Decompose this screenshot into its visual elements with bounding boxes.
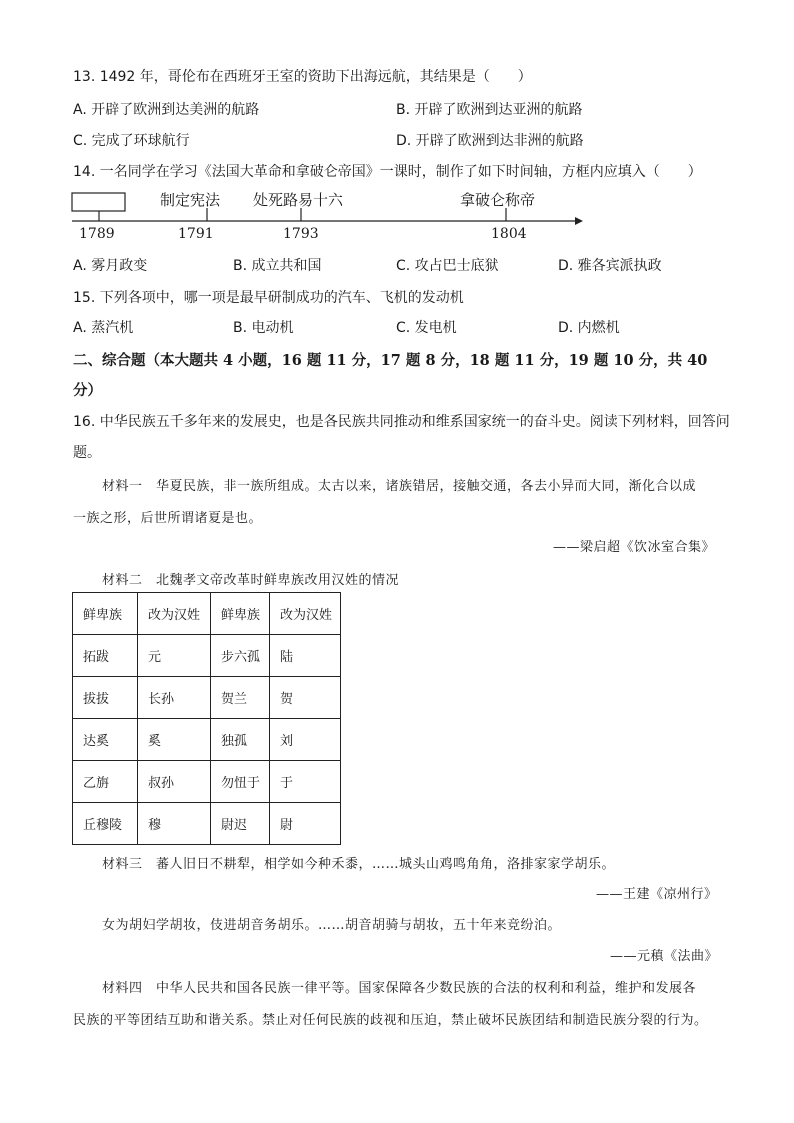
table-cell: 拔拔: [73, 677, 138, 719]
table-cell: 贺: [270, 677, 341, 719]
table-cell: 长孙: [138, 677, 211, 719]
material-1-line-2: 一族之形，后世所谓诸夏是也。: [73, 511, 263, 526]
q16-stem-cont: 题。: [73, 445, 101, 461]
q13-option-a: A. 开辟了欧洲到达美洲的航路: [73, 102, 260, 118]
table-cell: 拓跋: [73, 635, 138, 677]
q13-option-d: D. 开辟了欧洲到达非洲的航路: [396, 133, 584, 149]
q14-option-b: B. 成立共和国: [233, 258, 322, 274]
material-3-source-1: ——王建《凉州行》: [596, 887, 718, 902]
q14-option-d: D. 雅各宾派执政: [558, 258, 662, 274]
timeline-year-1791: 1791: [178, 226, 214, 242]
table-cell: 尉: [270, 803, 341, 845]
table-header: 鲜卑族: [211, 593, 270, 635]
timeline-year-1804: 1804: [491, 226, 527, 242]
table-cell: 达奚: [73, 719, 138, 761]
material-3-line-2: 女为胡妇学胡妆，伎进胡音务胡乐。……胡音胡骑与胡妆，五十年来竞纷泊。: [102, 918, 562, 933]
q15-option-b: B. 电动机: [233, 320, 294, 336]
timeline-event-2: 处死路易十六: [253, 191, 344, 209]
q15-option-d: D. 内燃机: [558, 320, 620, 336]
table-cell: 元: [138, 635, 211, 677]
table-cell: 勿忸于: [211, 761, 270, 803]
q15-option-a: A. 蒸汽机: [73, 320, 134, 336]
section-2-title: 二、综合题（本大题共 4 小题，16 题 11 分，17 题 8 分，18 题 11 分，19 题 10 分，共 40: [73, 352, 708, 369]
table-row: [73, 761, 341, 803]
q14-stem: 14. 一名同学在学习《法国大革命和拿破仑帝国》一课时，制作了如下时间轴，方框内应填入（ ）: [73, 164, 702, 180]
table-cell: 穆: [138, 803, 211, 845]
q14-option-c: C. 攻占巴士底狱: [396, 258, 499, 274]
table-header: 改为汉姓: [270, 593, 341, 635]
table-row: [73, 635, 341, 677]
q13-option-b: B. 开辟了欧洲到达亚洲的航路: [396, 102, 583, 118]
table-cell: 陆: [270, 635, 341, 677]
q16-stem: 16. 中华民族五千多年来的发展史，也是各民族共同推动和维系国家统一的奋斗史。阅读下列材料，回答问: [73, 414, 730, 430]
section-2-title-cont: 分）: [73, 382, 102, 399]
table-cell: 乙旃: [73, 761, 138, 803]
table-cell: 奚: [138, 719, 211, 761]
table-row: [73, 677, 341, 719]
table-header-row: [73, 593, 341, 635]
answer-blank-box: [72, 193, 125, 211]
table-row: [73, 803, 341, 845]
material-1-source: ——梁启超《饮冰室合集》: [553, 540, 716, 555]
q13-stem: 13. 1492 年，哥伦布在西班牙王室的资助下出海远航，其结果是（ ）: [73, 69, 532, 85]
table-header: 改为汉姓: [138, 593, 211, 635]
table-cell: 刘: [270, 719, 341, 761]
material-1-line-1: 材料一 华夏民族，非一族所组成。太古以来，诸族错居，接触交通，各去小异而大同，渐化合以成: [102, 479, 697, 494]
table-cell: 丘穆陵: [73, 803, 138, 845]
table-cell: 步六孤: [211, 635, 270, 677]
material-2-caption: 材料二 北魏孝文帝改革时鲜卑族改用汉姓的情况: [102, 573, 400, 588]
timeline-arrow: [575, 217, 583, 225]
timeline-event-3: 拿破仑称帝: [460, 191, 536, 209]
table-row: [73, 719, 341, 761]
material-4-line-2: 民族的平等团结互助和谐关系。禁止对任何民族的歧视和压迫，禁止破坏民族团结和制造民族分裂的行为。: [73, 1013, 708, 1028]
table-cell: 叔孙: [138, 761, 211, 803]
table-cell: 尉迟: [211, 803, 270, 845]
q14-option-a: A. 雾月政变: [73, 258, 148, 274]
table-cell: 于: [270, 761, 341, 803]
surname-table: [72, 592, 341, 845]
q15-stem: 15. 下列各项中，哪一项是最早研制成功的汽车、飞机的发动机: [73, 290, 464, 306]
q15-option-c: C. 发电机: [396, 320, 457, 336]
material-3-source-2: ——元稹《法曲》: [610, 949, 719, 964]
table-cell: 贺兰: [211, 677, 270, 719]
timeline-year-1793: 1793: [283, 226, 319, 242]
timeline-year-1789: 1789: [79, 226, 115, 242]
timeline-event-1: 制定宪法: [160, 191, 221, 209]
table-header: 鲜卑族: [73, 593, 138, 635]
material-4-line-1: 材料四 中华人民共和国各民族一律平等。国家保障各少数民族的合法的权利和利益，维护和发展各: [102, 981, 697, 996]
table-cell: 独孤: [211, 719, 270, 761]
material-3-line-1: 材料三 蕃人旧日不耕犁，相学如今种禾黍，……城头山鸡鸣角角，洛排家家学胡乐。: [102, 857, 616, 872]
q13-option-c: C. 完成了环球航行: [73, 133, 190, 149]
